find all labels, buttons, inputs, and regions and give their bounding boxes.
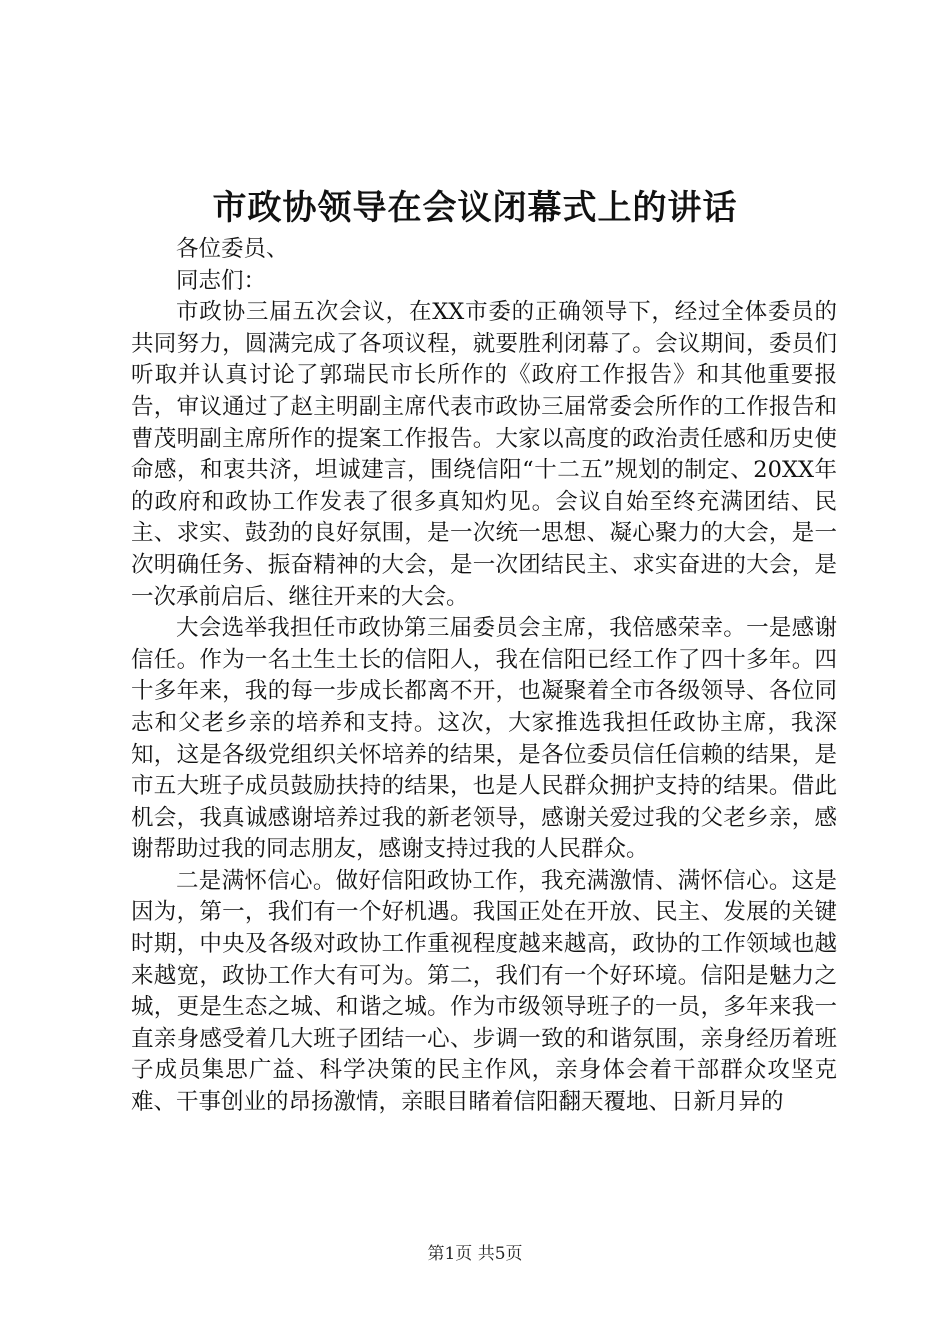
body-paragraph: 大会选举我担任市政协第三届委员会主席，我倍感荣幸。一是感谢信任。作为一名土生土长的信阳人，我在信阳已经工作了四十多年。四十多年来，我的每一步成长都离不开，也凝聚着全市各级领导、各位同志和父老乡亲的培养和支持。这次，大家推选我担任政协主席，我深知，这是各级党组织关怀培养的结果，是各位委员信任信赖的结果，是市五大班子成员鼓励扶持的结果，也是人民群众拥护支持的结果。借此机会，我真诚感谢培养过我的新老领导，感谢关爱过我的父老乡亲，感谢帮助过我的同志朋友，感谢支持过我的人民群众。 xyxy=(131,615,837,863)
document-body xyxy=(131,234,837,1119)
body-paragraph: 市政协三届五次会议，在XX市委的正确领导下，经过全体委员的共同努力，圆满完成了各项议程，就要胜利闭幕了。会议期间，委员们听取并认真讨论了郭瑞民市长所作的《政府工作报告》和其他重要报告，审议通过了赵主明副主席代表市政协三届常委会所作的工作报告和曹茂明副主席所作的提案工作报告。大家以高度的政治责任感和历史使命感，和衷共济，坦诚建言，围绕信阳“十二五”规划的制定、20XX年的政府和政协工作发表了很多真知灼见。会议自始至终充满团结、民主、求实、鼓劲的良好氛围，是一次统一思想、凝心聚力的大会，是一次明确任务、振奋精神的大会，是一次团结民主、求实奋进的大会，是一次承前启后、继往开来的大会。 xyxy=(131,299,837,610)
page-number-footer: 第1页 共5页 xyxy=(427,1244,523,1264)
body-paragraph: 二是满怀信心。做好信阳政协工作，我充满激情、满怀信心。这是因为，第一，我们有一个好机遇。我国正处在开放、民主、发展的关键时期，中央及各级对政协工作重视程度越来越高，政协的工作领域也越来越宽，政协工作大有可为。第二，我们有一个好环境。信阳是魅力之城，更是生态之城、和谐之城。作为市级领导班子的一员，多年来我一直亲身感受着几大班子团结一心、步调一致的和谐氛围，亲身经历着班子成员集思广益、科学决策的民主作风，亲身体会着干部群众攻坚克难、干事创业的昂扬激情，亲眼目睹着信阳翻天覆地、日新月异的 xyxy=(131,867,837,1116)
salutation-line: 各位委员、 xyxy=(176,236,289,262)
document-title: 市政协领导在会议闭幕式上的讲话 xyxy=(212,188,738,228)
salutation-line: 同志们： xyxy=(176,267,267,294)
